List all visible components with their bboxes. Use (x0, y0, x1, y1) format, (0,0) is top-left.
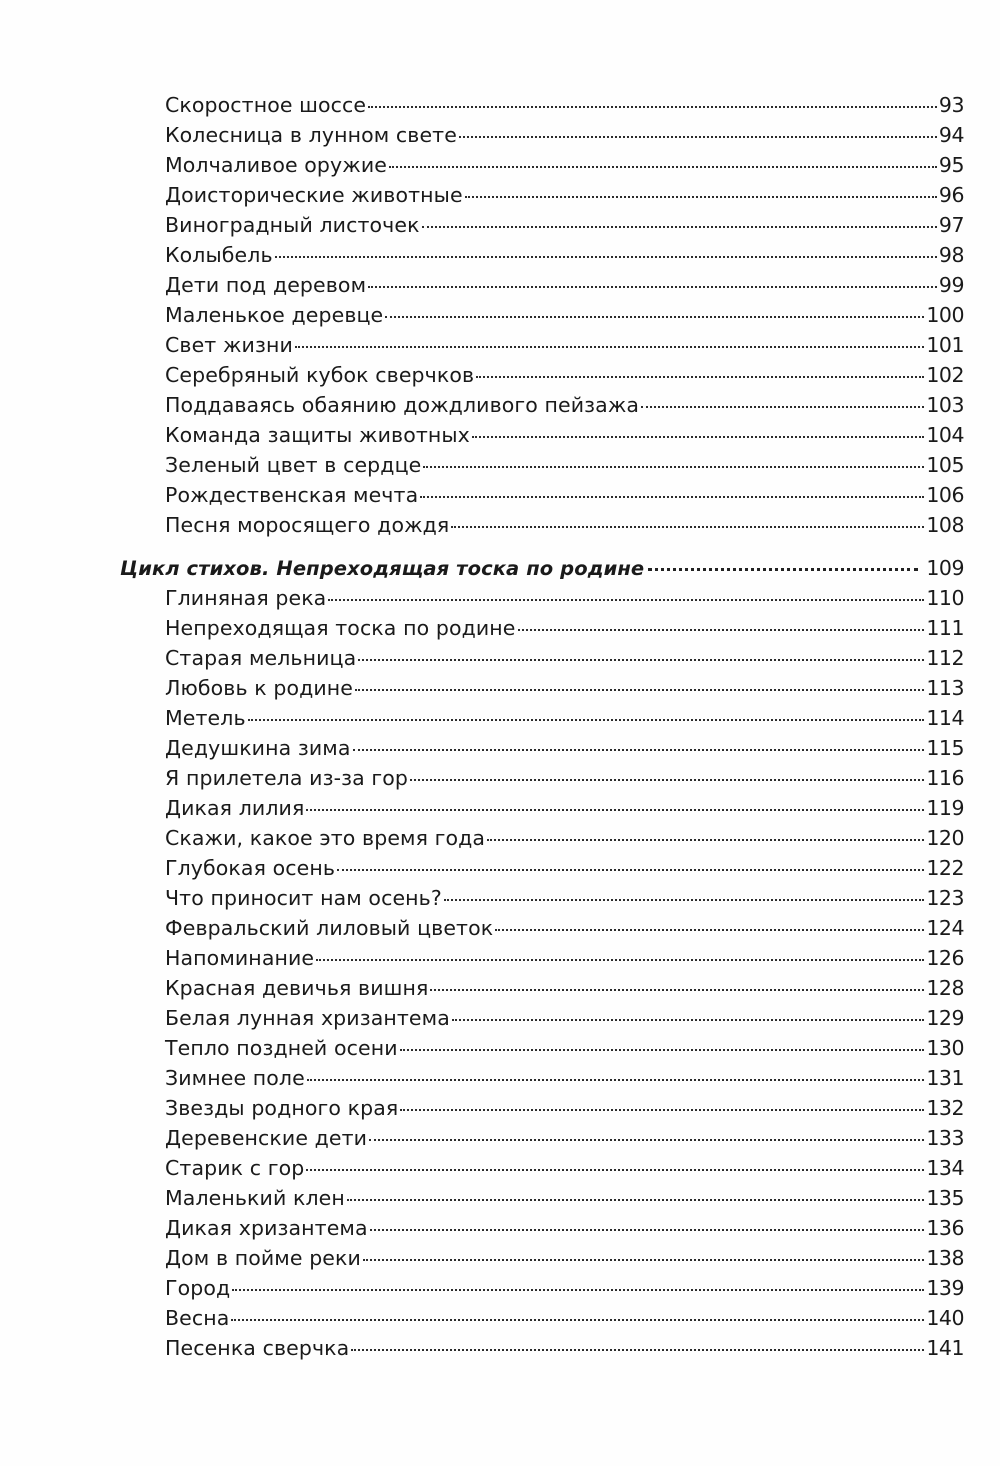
toc-entry (120, 1096, 964, 1126)
toc-entry (120, 513, 964, 543)
entry-page-number: 136 (926, 1216, 964, 1240)
entry-title: Звезды родного края (165, 1096, 399, 1120)
toc-entry (120, 1186, 964, 1216)
entry-page-number: 112 (926, 646, 964, 670)
dot-leader (316, 959, 924, 961)
toc-entry (120, 303, 964, 333)
entry-title: Метель (165, 706, 246, 730)
toc-entry (120, 1066, 964, 1096)
entry-title: Серебряный кубок сверчков (165, 363, 475, 387)
entry-page-number: 133 (926, 1126, 964, 1150)
dot-leader (472, 436, 924, 438)
entry-page-number: 97 (938, 213, 964, 237)
toc-entry (120, 1246, 964, 1276)
dot-leader (347, 1199, 924, 1201)
dot-leader (420, 496, 924, 498)
entry-title: Маленькое деревце (165, 303, 384, 327)
entry-page-number: 135 (926, 1186, 964, 1210)
entry-title: Молчаливое оружие (165, 153, 387, 177)
toc-entry (120, 1306, 964, 1336)
section-page-number: 109 (926, 556, 964, 580)
dot-leader (370, 1229, 925, 1231)
entry-title: Дикая лилия (165, 796, 305, 820)
toc-entry (120, 453, 964, 483)
entry-page-number: 94 (938, 123, 964, 147)
dot-leader (295, 346, 924, 348)
entry-page-number: 105 (926, 453, 964, 477)
dot-leader (430, 989, 924, 991)
entry-title: Тепло поздней осени (165, 1036, 398, 1060)
dot-leader (358, 659, 924, 661)
toc-entry (120, 1126, 964, 1156)
entry-title: Дедушкина зима (165, 736, 351, 760)
dot-leader (306, 809, 924, 811)
entry-page-number: 124 (926, 916, 964, 940)
entry-title: Глиняная река (165, 586, 327, 610)
entry-title: Любовь к родине (165, 676, 354, 700)
dot-leader (648, 568, 918, 571)
entry-page-number: 93 (938, 93, 964, 117)
toc-entry (120, 1006, 964, 1036)
dot-leader (232, 1289, 924, 1291)
entry-page-number: 110 (926, 586, 964, 610)
entry-title: Напоминание (165, 946, 315, 970)
dot-leader (231, 1319, 924, 1321)
entry-title: Я прилетела из-за гор (165, 766, 408, 790)
toc-entry (120, 123, 964, 153)
dot-leader (368, 286, 937, 288)
entry-page-number: 103 (926, 393, 964, 417)
dot-leader (385, 316, 924, 318)
entry-title: Глубокая осень (165, 856, 336, 880)
entry-title: Красная девичья вишня (165, 976, 429, 1000)
entry-title: Маленький клен (165, 1186, 345, 1210)
toc-entry (120, 393, 964, 423)
entry-page-number: 126 (926, 946, 964, 970)
toc-entry (120, 483, 964, 513)
entry-page-number: 106 (926, 483, 964, 507)
entry-page-number: 139 (926, 1276, 964, 1300)
toc-entry (120, 153, 964, 183)
toc-entry (120, 93, 964, 123)
entry-page-number: 130 (926, 1036, 964, 1060)
entry-page-number: 113 (926, 676, 964, 700)
toc-entry (120, 796, 964, 826)
toc-entry (120, 423, 964, 453)
dot-leader (389, 166, 937, 168)
entry-page-number: 122 (926, 856, 964, 880)
dot-leader (353, 749, 925, 751)
toc-entry (120, 886, 964, 916)
dot-leader (423, 466, 924, 468)
dot-leader (363, 1259, 924, 1261)
entry-page-number: 138 (926, 1246, 964, 1270)
toc-entry (120, 706, 964, 736)
entry-title: Рождественская мечта (165, 483, 419, 507)
dot-leader (400, 1109, 924, 1111)
dot-leader (459, 136, 937, 138)
toc-group-before-section (120, 93, 964, 543)
dot-leader (328, 599, 924, 601)
toc-entry (120, 1156, 964, 1186)
entry-title: Весна (165, 1306, 230, 1330)
toc-entry (120, 676, 964, 706)
entry-title: Доисторические животные (165, 183, 463, 207)
dot-leader (400, 1049, 925, 1051)
dot-leader (487, 839, 924, 841)
entry-page-number: 115 (926, 736, 964, 760)
dot-leader (518, 629, 925, 631)
entry-title: Скажи, какое это время года (165, 826, 486, 850)
entry-title: Дикая хризантема (165, 1216, 368, 1240)
toc-entry (120, 1276, 964, 1306)
toc-entry (120, 243, 964, 273)
dot-leader (641, 406, 924, 408)
dot-leader (369, 1139, 924, 1141)
entry-title: Дети под деревом (165, 273, 367, 297)
dot-leader (248, 719, 925, 721)
toc-entry (120, 616, 964, 646)
entry-title: Город (165, 1276, 231, 1300)
dot-leader (306, 1169, 924, 1171)
entry-page-number: 98 (938, 243, 964, 267)
dot-leader (452, 1019, 925, 1021)
toc-entry (120, 766, 964, 796)
entry-page-number: 129 (926, 1006, 964, 1030)
dot-leader (465, 196, 937, 198)
entry-page-number: 96 (938, 183, 964, 207)
table-of-contents (120, 93, 964, 1366)
entry-page-number: 100 (926, 303, 964, 327)
section-title: Цикл стихов. Непреходящая тоска по родине (120, 557, 645, 580)
toc-entry (120, 826, 964, 856)
entry-page-number: 99 (938, 273, 964, 297)
toc-entry (120, 1216, 964, 1246)
toc-entry (120, 586, 964, 616)
toc-entry (120, 363, 964, 393)
toc-entry (120, 976, 964, 1006)
toc-entry (120, 736, 964, 766)
entry-page-number: 119 (926, 796, 964, 820)
entry-page-number: 101 (926, 333, 964, 357)
toc-entry (120, 183, 964, 213)
entry-page-number: 95 (938, 153, 964, 177)
entry-page-number: 111 (926, 616, 964, 640)
entry-page-number: 132 (926, 1096, 964, 1120)
entry-title: Колесница в лунном свете (165, 123, 457, 147)
toc-entry (120, 333, 964, 363)
dot-leader (368, 106, 937, 108)
dot-leader (337, 869, 924, 871)
toc-section-heading (120, 543, 964, 586)
entry-title: Старая мельница (165, 646, 357, 670)
entry-title: Белая лунная хризантема (165, 1006, 450, 1030)
toc-entry (120, 646, 964, 676)
entry-title: Февральский лиловый цветок (165, 916, 494, 940)
entry-title: Колыбель (165, 243, 273, 267)
entry-page-number: 102 (926, 363, 964, 387)
toc-entry (120, 856, 964, 886)
toc-entry (120, 946, 964, 976)
entry-title: Старик с гор (165, 1156, 305, 1180)
entry-title: Что приносит нам осень? (165, 886, 442, 910)
dot-leader (307, 1079, 925, 1081)
dot-leader (355, 689, 924, 691)
dot-leader (476, 376, 924, 378)
entry-page-number: 141 (926, 1336, 964, 1360)
entry-title: Поддаваясь обаянию дождливого пейзажа (165, 393, 640, 417)
entry-title: Зеленый цвет в сердце (165, 453, 422, 477)
entry-title: Виноградный листочек (165, 213, 420, 237)
dot-leader (495, 929, 924, 931)
entry-page-number: 120 (926, 826, 964, 850)
entry-page-number: 128 (926, 976, 964, 1000)
entry-title: Деревенские дети (165, 1126, 368, 1150)
toc-entry (120, 273, 964, 303)
entry-title: Свет жизни (165, 333, 293, 357)
entry-page-number: 134 (926, 1156, 964, 1180)
entry-page-number: 114 (926, 706, 964, 730)
dot-leader (451, 526, 924, 528)
entry-title: Зимнее поле (165, 1066, 305, 1090)
entry-page-number: 116 (926, 766, 964, 790)
dot-leader (422, 226, 937, 228)
dot-leader (275, 256, 937, 258)
entry-page-number: 123 (926, 886, 964, 910)
toc-entry (120, 1336, 964, 1366)
entry-title: Непреходящая тоска по родине (165, 616, 516, 640)
dot-leader (410, 779, 924, 781)
dot-leader (351, 1349, 924, 1351)
entry-page-number: 140 (926, 1306, 964, 1330)
dot-leader (444, 899, 925, 901)
entry-title: Скоростное шоссе (165, 93, 367, 117)
entry-page-number: 131 (926, 1066, 964, 1090)
entry-page-number: 108 (926, 513, 964, 537)
toc-entry (120, 213, 964, 243)
toc-entry (120, 1036, 964, 1066)
entry-title: Песня моросящего дождя (165, 513, 450, 537)
entry-title: Команда защиты животных (165, 423, 470, 447)
entry-title: Дом в пойме реки (165, 1246, 361, 1270)
toc-group-after-section (120, 586, 964, 1366)
entry-title: Песенка сверчка (165, 1336, 350, 1360)
toc-entry (120, 916, 964, 946)
entry-page-number: 104 (926, 423, 964, 447)
